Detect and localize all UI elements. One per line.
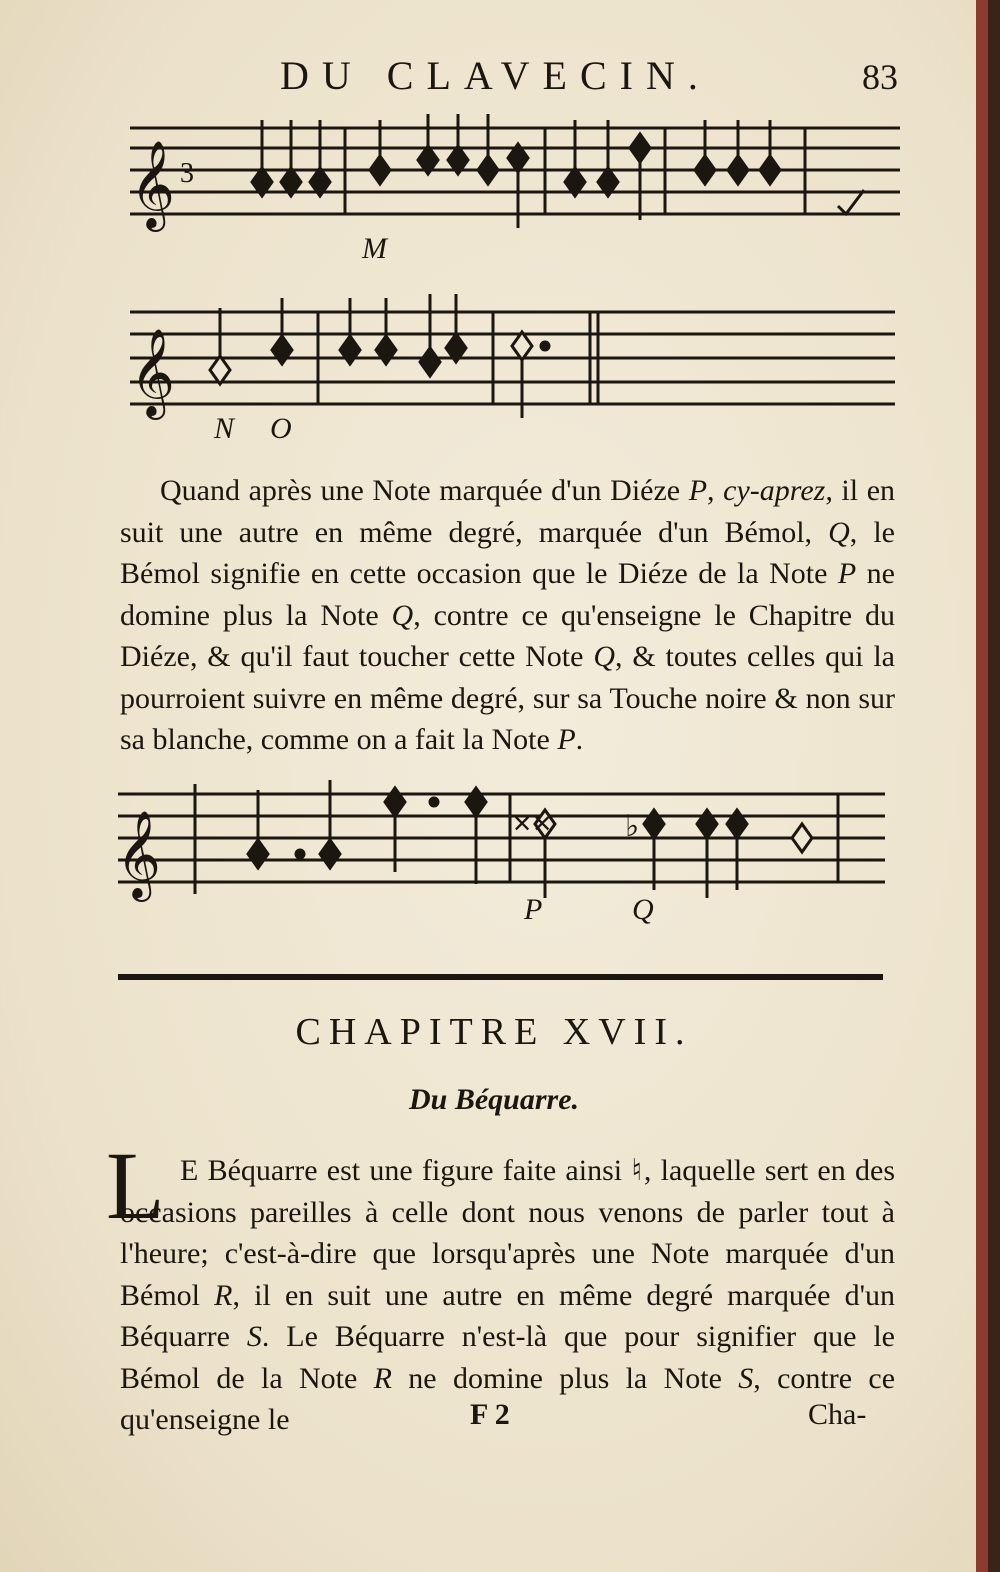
text-run: E Béquarre est une figure faite ainsi ♮, laquelle sert en des occasions pareilles à celle dont nous venons de parler tout à l'heure; c'est-à-dire que lorsqu'après une Note marquée d'un Bémol xyxy=(120,1154,895,1312)
text-run: ne domine plus la Note xyxy=(391,1361,739,1395)
music-mark-q: Q xyxy=(632,893,654,926)
text-run: . xyxy=(575,723,584,756)
drop-cap: L xyxy=(106,1132,165,1239)
music-staff-2 xyxy=(0,290,988,430)
music-mark-o: O xyxy=(270,412,292,445)
note-ref: P xyxy=(837,557,857,590)
music-mark-p: P xyxy=(524,893,543,926)
svg-text:𝄞: 𝄞 xyxy=(116,809,161,898)
catchword: Cha- xyxy=(808,1398,867,1431)
note-ref: P xyxy=(688,474,708,507)
text-run: Quand après une Note marquée d'un Diéze xyxy=(160,474,689,507)
chapter-title: CHAPITRE XVII. xyxy=(295,1011,693,1053)
svg-text:𝄞: 𝄞 xyxy=(130,139,175,228)
text-run: , le Bémol signifie en cette occasion que le Diéze de la Note xyxy=(120,515,895,590)
note-ref: cy-aprez, xyxy=(723,474,833,507)
music-mark-n: N xyxy=(214,412,235,445)
music-staff-3 xyxy=(0,780,988,920)
page-number: 83 xyxy=(862,57,898,97)
text-run: il en suit une autre en même degré, marquée d'un Bémol, xyxy=(120,474,896,549)
note-ref: R xyxy=(214,1278,233,1312)
music-staff-1 xyxy=(0,110,988,270)
music-mark-m: M xyxy=(362,232,387,265)
text-run: , & toutes celles qui la pourroient suivre en même degré, sur sa Touche noire & non sur sa blanche, comme on a fait la Note xyxy=(120,640,895,756)
note-ref: S xyxy=(246,1320,262,1353)
paragraph-1 xyxy=(120,470,895,761)
note-ref: Q xyxy=(391,598,414,632)
note-ref: Q xyxy=(828,515,850,549)
section-rule xyxy=(118,974,883,980)
running-head: DU CLAVECIN. xyxy=(280,53,711,98)
svg-text:𝄞: 𝄞 xyxy=(130,327,175,416)
text-run: ne domine plus la Note xyxy=(120,557,895,632)
chapter-subtitle: Du Béquarre. xyxy=(408,1083,580,1116)
text-run: , contre ce qu'enseigne le xyxy=(120,1361,896,1436)
text-run: , contre ce qu'enseigne le Chapitre du Diéze, & qu'il faut toucher cette Note xyxy=(120,598,895,673)
note-ref: R xyxy=(373,1361,392,1395)
signature-mark: F 2 xyxy=(470,1398,510,1431)
text-run: . Le Béquarre n'est-là que pour signifier que le Bémol de la Note xyxy=(120,1320,896,1395)
text-run: , il en suit une autre en même degré marquée d'un Béquarre xyxy=(120,1278,896,1353)
svg-text:✕✕: ✕✕ xyxy=(512,810,553,838)
note-ref: P xyxy=(557,723,576,756)
svg-text:♭: ♭ xyxy=(625,809,640,844)
svg-text:3: 3 xyxy=(180,158,194,189)
note-ref: S xyxy=(738,1361,754,1395)
note-ref: Q xyxy=(593,640,615,673)
paragraph-2 xyxy=(120,1150,895,1441)
text-run: , xyxy=(707,474,724,507)
